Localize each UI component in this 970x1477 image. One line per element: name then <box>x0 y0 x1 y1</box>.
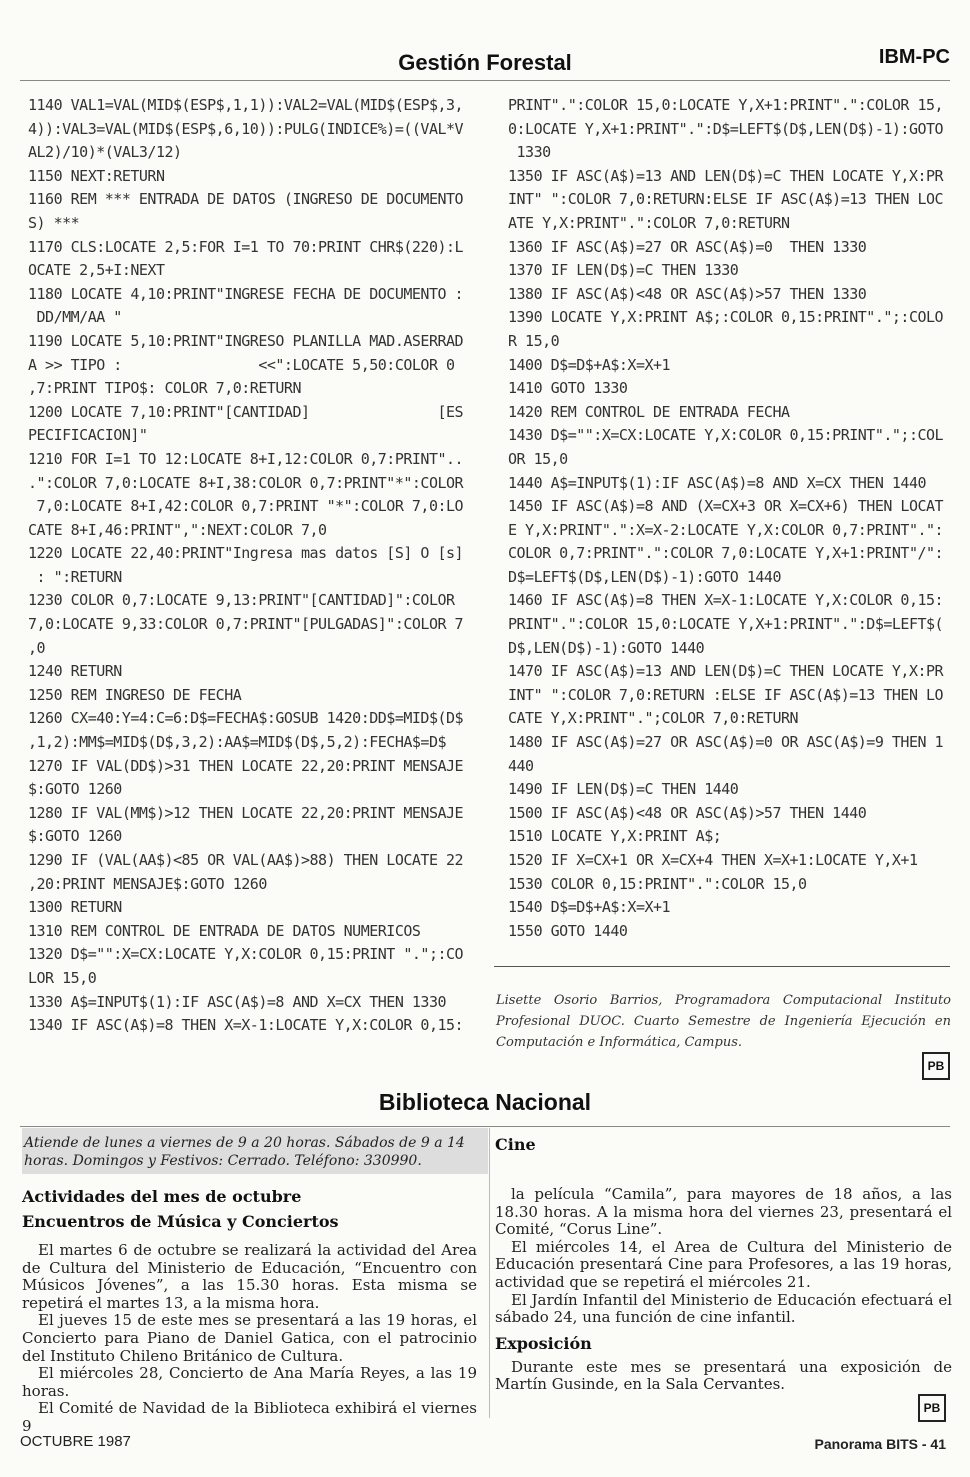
paragraph: Durante este mes se presentará una exposición de Martín Gusinde, en la Sala Cervantes. <box>495 1357 952 1394</box>
footer-page-number: Panorama BITS - 41 <box>814 1436 946 1452</box>
pb-badge: PB <box>918 1394 946 1422</box>
footer-date: OCTUBRE 1987 <box>20 1433 131 1450</box>
paragraph: El Comité de Navidad de la Biblioteca exhibirá el viernes 9 <box>22 1399 477 1435</box>
activities-heading: Actividades del mes de octubre <box>22 1187 302 1206</box>
schedule-text: Atiende de lunes a viernes de 9 a 20 horas. Sábados de 9 a 14 horas. Domingos y Festivos: Cerrado. Teléfono: 330990. <box>24 1135 465 1169</box>
pb-badge: PB <box>922 1052 950 1080</box>
concerts-heading: Encuentros de Música y Conciertos <box>22 1212 339 1231</box>
column-divider <box>489 1128 490 1418</box>
library-left-column <box>22 1186 477 1436</box>
author-credit: Lisette Osorio Barrios, Programadora Computacional Instituto Profesional DUOC. Cuarto Semestre de Ingeniería Ejecución en Computación e Informática, Campus. <box>496 993 951 1050</box>
paragraph: El miércoles 14, el Area de Cultura del Ministerio de Educación presentará Cine para Profesores, a las 19 horas, actividad que se repetirá el miércoles 21. <box>495 1237 952 1291</box>
library-title: Biblioteca Nacional <box>378 1089 592 1115</box>
code-listing-left: 1140 VAL1=VAL(MID$(ESP$,1,1)):VAL2=VAL(MID$(ESP$,3, 4)):VAL3=VAL(MID$(ESP$,6,10)):PULG(INDICE%)=((VAL*V AL2)/10)*(VAL3/12) 1150 NEXT:RETURN 1160 REM *** ENTRADA DE DATOS (INGRESO DE DOCUMENTO S) *** 1170 CLS:LOCATE 2,5:FOR I=1 TO 70:PRINT CHR$(220):L OCATE 2,5+I:NEXT 1180 LOCATE 4,10:PRINT"INGRESE FECHA DE DOCUMENTO : DD/MM/AA " 1190 LOCATE 5,10:PRINT"INGRESO PLANILLA MAD.ASERRAD A >> TIPO : <<":LOCATE 5,50:COLOR 0 ,7:PRINT TIPO$: COLOR 7,0:RETURN 1200 LOCATE 7,10:PRINT"[CANTIDAD] [ES PECIFICACION]" 1210 FOR I=1 TO 12:LOCATE 8+I,12:COLOR 0,7:PRINT".. .":COLOR 7,0:LOCATE 8+I,38:COLOR 0,7:PRINT"*":COLOR 7,0:LOCATE 8+I,42:COLOR 0,7:PRINT "*":COLOR 7,0:LO CATE 8+I,46:PRINT",":NEXT:COLOR 7,0 1220 LOCATE 22,40:PRINT"Ingresa mas datos [S] O [s] : ":RETURN 1230 COLOR 0,7:LOCATE 9,13:PRINT"[CANTIDAD]":COLOR 7,0:LOCATE 9,33:COLOR 0,7:PRINT"[PULGADAS]":COLOR 7 ,0 1240 RETURN 1250 REM INGRESO DE FECHA 1260 CX=40:Y=4:C=6:D$=FECHA$:GOSUB 1420:DD$=MID$(D$ ,1,2):MM$=MID$(D$,3,2):AA$=MID$(D$,5,2):FECHA$=D$ 1270 IF VAL(DD$)>31 THEN LOCATE 22,20:PRINT MENSAJE $:GOTO 1260 1280 IF VAL(MM$)>12 THEN LOCATE 22,20:PRINT MENSAJE $:GOTO 1260 1290 IF (VAL(AA$)<85 OR VAL(AA$)>88) THEN LOCATE 22 ,20:PRINT MENSAJE$:GOTO 1260 1300 RETURN 1310 REM CONTROL DE ENTRADA DE DATOS NUMERICOS 1320 D$="":X=CX:LOCATE Y,X:COLOR 0,15:PRINT ".";:CO LOR 15,0 1330 A$=INPUT$(1):IF ASC(A$)=8 AND X=CX THEN 1330 1340 IF ASC(A$)=8 THEN X=X-1:LOCATE Y,X:COLOR 0,15: <box>28 96 464 1035</box>
platform-label: IBM-PC <box>878 46 950 68</box>
credit-rule <box>494 966 950 967</box>
paragraph: El jueves 15 de este mes se presentará a las 19 horas, el Concierto para Piano de Daniel Gatica, con el patrocinio del Instituto Chileno Británico de Cultura. <box>22 1311 477 1365</box>
cine-heading: Cine <box>495 1135 536 1154</box>
paragraph: El martes 6 de octubre se realizará la actividad del Area de Cultura del Ministerio de Educación, “Encuentro con Músicos Jóvenes”, a las 15.30 horas. Esta misma se repetirá el martes 13, a la misma hora. <box>22 1241 477 1312</box>
code-listing-right: PRINT".":COLOR 15,0:LOCATE Y,X+1:PRINT".":COLOR 15, 0:LOCATE Y,X+1:PRINT".":D$=LEFT$(D$,LEN(D$)-1):GOTO 1330 1350 IF ASC(A$)=13 AND LEN(D$)=C THEN LOCATE Y,X:PR INT" ":COLOR 7,0:RETURN:ELSE IF ASC(A$)=13 THEN LOC ATE Y,X:PRINT".":COLOR 7,0:RETURN 1360 IF ASC(A$)=27 OR ASC(A$)=0 THEN 1330 1370 IF LEN(D$)=C THEN 1330 1380 IF ASC(A$)<48 OR ASC(A$)>57 THEN 1330 1390 LOCATE Y,X:PRINT A$;:COLOR 0,15:PRINT".";:COLO R 15,0 1400 D$=D$+A$:X=X+1 1410 GOTO 1330 1420 REM CONTROL DE ENTRADA FECHA 1430 D$="":X=CX:LOCATE Y,X:COLOR 0,15:PRINT".";:COL OR 15,0 1440 A$=INPUT$(1):IF ASC(A$)=8 AND X=CX THEN 1440 1450 IF ASC(A$)=8 AND (X=CX+3 OR X=CX+6) THEN LOCAT E Y,X:PRINT".":X=X-2:LOCATE Y,X:COLOR 0,7:PRINT".": COLOR 0,7:PRINT".":COLOR 7,0:LOCATE Y,X+1:PRINT"/": D$=LEFT$(D$,LEN(D$)-1):GOTO 1440 1460 IF ASC(A$)=8 THEN X=X-1:LOCATE Y,X:COLOR 0,15: PRINT".":COLOR 15,0:LOCATE Y,X+1:PRINT".":D$=LEFT$( D$,LEN(D$)-1):GOTO 1440 1470 IF ASC(A$)=13 AND LEN(D$)=C THEN LOCATE Y,X:PR INT" ":COLOR 7,0:RETURN :ELSE IF ASC(A$)=13 THEN LO CATE Y,X:PRINT".";COLOR 7,0:RETURN 1480 IF ASC(A$)=27 OR ASC(A$)=0 OR ASC(A$)=9 THEN 1 440 1490 IF LEN(D$)=C THEN 1440 1500 IF ASC(A$)<48 OR ASC(A$)>57 THEN 1440 1510 LOCATE Y,X:PRINT A$; 1520 IF X=CX+1 OR X=CX+4 THEN X=X+1:LOCATE Y,X+1 1530 COLOR 0,15:PRINT".":COLOR 15,0 1540 D$=D$+A$:X=X+1 1550 GOTO 1440 <box>508 96 944 940</box>
library-rule <box>20 1126 950 1127</box>
paragraph: la película “Camila”, para mayores de 18 años, a las 18.30 horas. A la misma hora del viernes 23, presentará el Comité, “Corus Line”. <box>495 1185 952 1239</box>
section-title: Gestión Forestal <box>398 50 572 75</box>
exposicion-heading: Exposición <box>495 1333 592 1353</box>
paragraph: El miércoles 28, Concierto de Ana María Reyes, a las 19 horas. <box>22 1364 477 1400</box>
header-rule <box>20 80 950 81</box>
paragraph: El Jardín Infantil del Ministerio de Educación efectuará el sábado 24, una función de cine infantil. <box>495 1290 952 1327</box>
library-right-column <box>495 1134 952 1394</box>
